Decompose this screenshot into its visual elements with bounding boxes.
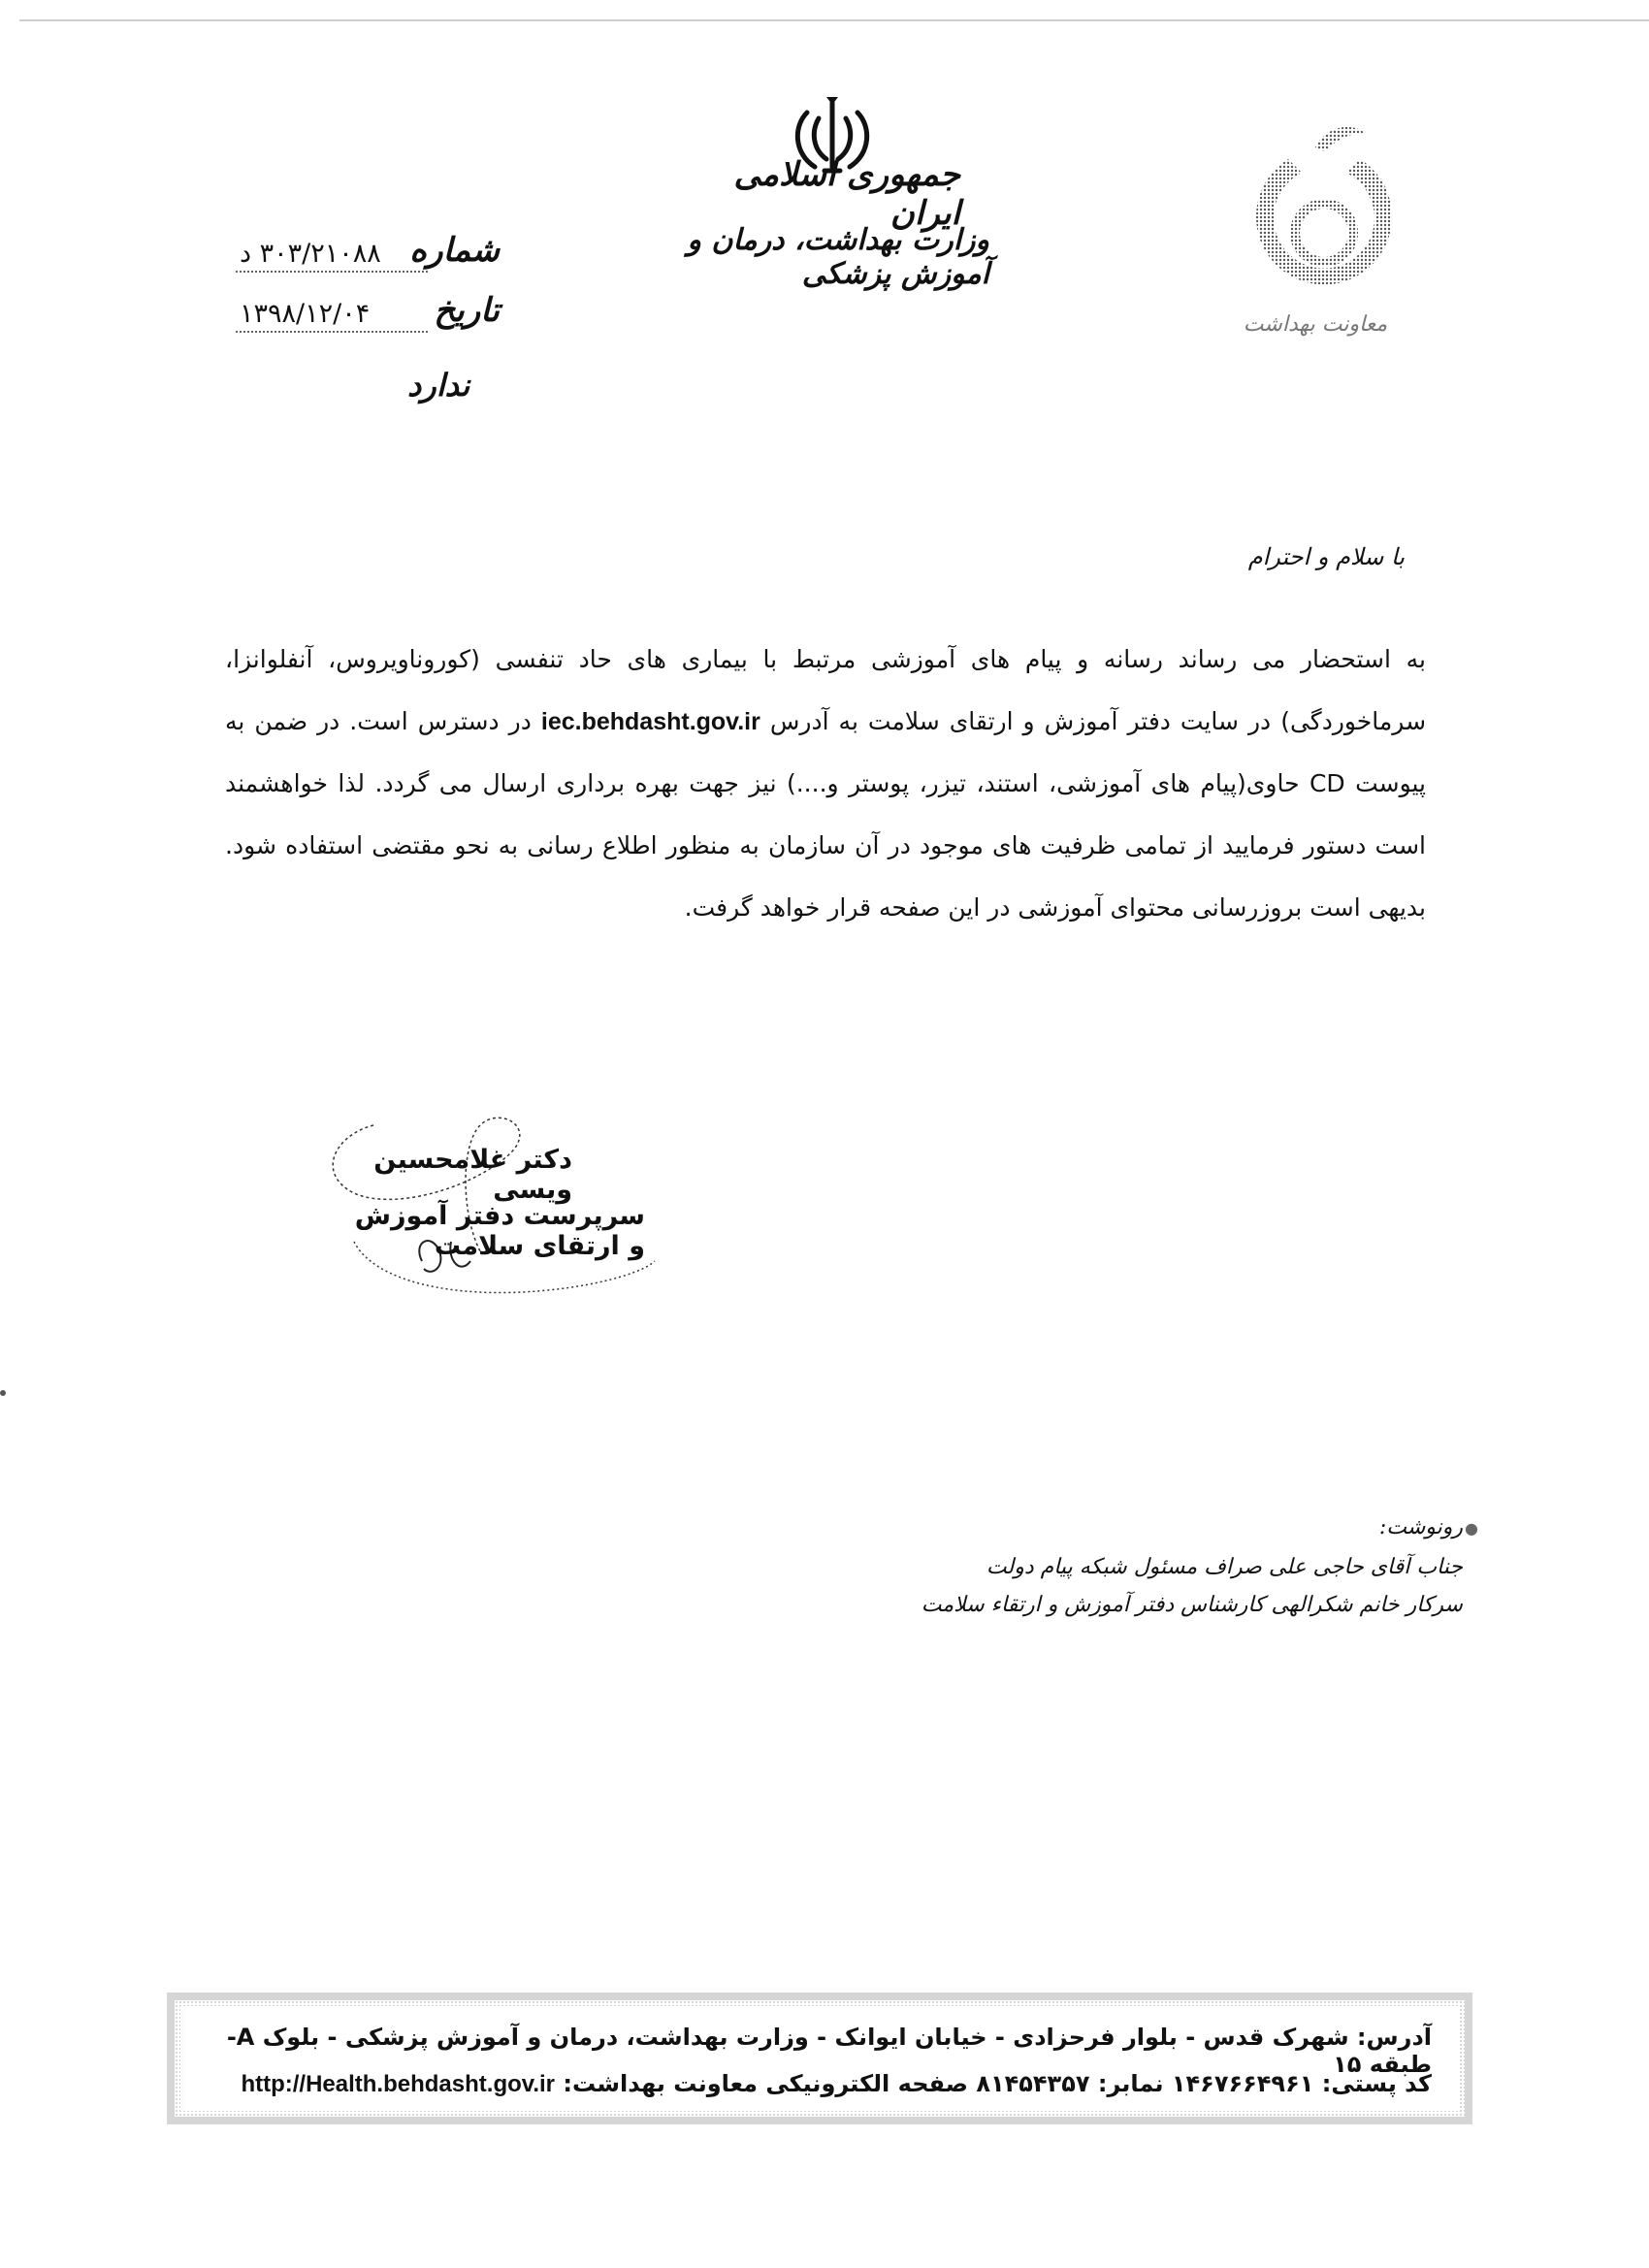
letter-body xyxy=(225,629,1426,939)
cc-mark-icon: ● xyxy=(1465,1519,1478,1538)
scan-dot xyxy=(0,1390,6,1396)
letter-date xyxy=(218,291,500,334)
scan-top-rule xyxy=(19,19,1649,21)
signatory-name: دکتر غلامحسین ویسی xyxy=(373,1145,572,1205)
footer-contact-text: کد پستی: ۱۴۶۷۶۶۴۹۶۱ نمابر: ۸۱۴۵۴۳۵۷ صفحه الکترونیکی معاونت بهداشت: xyxy=(563,2070,1432,2097)
body-part-1: به استحضار می رساند رسانه و پیام های آموزشی مرتبط با بیماری های حاد تنفسی (کوروناویروس، آنفلوانزا، سرماخوردگی) در سایت دفتر آموزش و ارتقای سلامت به آدرس xyxy=(225,645,1427,735)
site-url: iec.behdasht.gov.ir xyxy=(540,708,760,735)
ministry-name: وزارت بهداشت، درمان و آموزش پزشکی xyxy=(687,223,989,291)
date-label: تاریخ xyxy=(434,291,500,330)
attachment-status: ندارد xyxy=(407,367,470,404)
greeting: با سلام و احترام xyxy=(1247,543,1405,570)
number-value: ۳۰۳/۲۱۰۸۸ د xyxy=(236,239,428,273)
health-deputy-logo-icon xyxy=(1232,118,1416,312)
cc-item: جناب آقای حاجی علی صراف مسئول شبکه پیام دولت xyxy=(986,1555,1463,1579)
cc-item: سرکار خانم شکرالهی کارشناس دفتر آموزش و ارتقاء سلامت xyxy=(921,1593,1463,1617)
footer-url: http://Health.behdasht.gov.ir xyxy=(241,2071,556,2097)
state-name: جمهوری اسلامی ایران xyxy=(733,155,960,233)
footer-address: آدرس: شهرک قدس - بلوار فرحزادی - خیابان ایوانک - وزارت بهداشت، درمان و آموزش پزشکی - بلوک A- طبقه ۱۵ xyxy=(226,2024,1432,2078)
date-value: ۱۳۹۸/۱۲/۰۴ xyxy=(236,299,428,333)
signatory-title: سرپرست دفتر آموزش و ارتقای سلامت xyxy=(354,1201,645,1261)
footer-box xyxy=(167,1993,1472,2124)
number-label: شماره xyxy=(409,231,500,270)
body-part-2: در دسترس است. در ضمن به پیوست CD حاوی(پیام های آموزشی، استند، تیزر، پوستر و....) نیز جهت بهره برداری ارسال می گردد. لذا خواهشمند است دستور فرمایید از تمامی ظرفیت های موجود در آن سازمان به منظور اطلاع رسانی به نحو مقتضی استفاده شود. بدیهی است بروزرسانی محتوای آموزشی در این صفحه قرار خواهد گرفت. xyxy=(225,707,1427,922)
footer-contact xyxy=(208,2070,1432,2098)
letter-number xyxy=(218,231,500,274)
cc-heading: رونوشت: xyxy=(1378,1515,1463,1539)
logo-caption: معاونت بهداشت xyxy=(1243,312,1388,337)
